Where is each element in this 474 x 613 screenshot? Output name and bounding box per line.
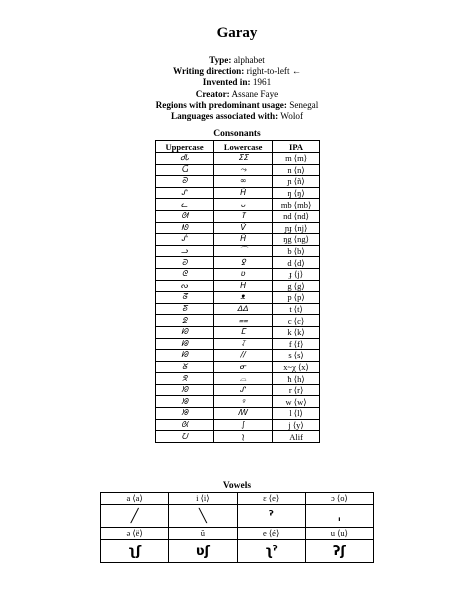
table-row	[156, 245, 320, 257]
ipa-value: g ⟨g⟩	[273, 280, 320, 292]
ipa-value: b ⟨b⟩	[273, 245, 320, 257]
uppercase-glyph: ᘝ	[156, 373, 214, 385]
lowercase-glyph: ⵉⵉ	[214, 153, 273, 165]
ipa-value: ŋ ⟨ŋ⟩	[273, 187, 320, 199]
vowel-glyph: ʔʃ	[305, 540, 373, 563]
column-header-lowercase: Lowercase	[214, 141, 273, 153]
vowel-glyph: ╲	[169, 505, 237, 528]
lowercase-glyph: ᐃᐃ	[214, 303, 273, 315]
vowel-label: u ⟨u⟩	[305, 528, 373, 540]
vowel-glyph: ╱	[101, 505, 169, 528]
ipa-value: ɲɟ ⟨nj⟩	[273, 222, 320, 234]
vowels-heading: Vowels	[222, 481, 252, 491]
ipa-value: ɟ ⟨j⟩	[273, 268, 320, 280]
consonants-table	[155, 140, 320, 443]
vowel-label: a ⟨a⟩	[101, 493, 169, 505]
lowercase-glyph: ᔑ	[214, 384, 273, 396]
vowel-glyph-row	[101, 540, 374, 563]
table-row	[156, 268, 320, 280]
lowercase-glyph: ∫	[214, 419, 273, 431]
ipa-value: Alif	[273, 431, 320, 443]
table-row	[156, 419, 320, 431]
vowel-label: e ⟨é⟩	[237, 528, 305, 540]
vowel-glyph-row	[101, 505, 374, 528]
lowercase-glyph: Ḧ	[214, 234, 273, 246]
uppercase-glyph: ᘐ	[156, 176, 214, 188]
ipa-value: n ⟨n⟩	[273, 164, 320, 176]
vowel-label: ə ⟨ë⟩	[101, 528, 169, 540]
table-row	[156, 303, 320, 315]
uppercase-glyph: ᘟ	[156, 396, 214, 408]
lowercase-glyph: ᴥ	[214, 292, 273, 304]
table-row	[156, 176, 320, 188]
uppercase-glyph: ᏧᏓ	[156, 153, 214, 165]
table-row	[156, 222, 320, 234]
vowel-label: ŭ	[169, 528, 237, 540]
table-row	[156, 373, 320, 385]
lowercase-glyph: ʋ	[214, 268, 273, 280]
meta-type: Type: alphabet	[209, 55, 265, 65]
table-row	[156, 396, 320, 408]
vowels-table	[100, 492, 374, 563]
table-row	[156, 153, 320, 165]
page-title: Garay	[216, 25, 258, 41]
vowel-label-row	[101, 528, 374, 540]
ipa-value: ħ ⟨h⟩	[273, 373, 320, 385]
uppercase-glyph: ᘛ	[156, 210, 214, 222]
meta-creator: Creator: Assane Faye	[195, 88, 279, 99]
column-header-uppercase: Uppercase	[156, 141, 214, 153]
uppercase-glyph: ᓚ	[156, 199, 214, 211]
script-metadata	[0, 55, 474, 122]
vowel-glyph: ʅʃ	[101, 540, 169, 563]
table-row	[156, 210, 320, 222]
uppercase-glyph: ᘖ	[156, 315, 214, 327]
table-row	[156, 326, 320, 338]
table-row	[156, 338, 320, 350]
lowercase-glyph: ⵎ	[214, 326, 273, 338]
lowercase-glyph: ⤳	[214, 164, 273, 176]
uppercase-glyph: ᔑ	[156, 187, 214, 199]
vowel-label: ɛ ⟨e⟩	[237, 493, 305, 505]
ipa-value: ŋg ⟨ng⟩	[273, 234, 320, 246]
uppercase-glyph: ᘗ	[156, 326, 214, 338]
vowel-label-row	[101, 493, 374, 505]
table-row	[156, 361, 320, 373]
table-row	[156, 408, 320, 420]
vowel-label: i ⟨i⟩	[169, 493, 237, 505]
lowercase-glyph: ꟿ	[214, 408, 273, 420]
uppercase-glyph: ᘘ	[156, 338, 214, 350]
vowel-glyph: ˌ	[305, 505, 373, 528]
ipa-value: ɲ ⟨ñ⟩	[273, 176, 320, 188]
uppercase-glyph: ᘞ	[156, 384, 214, 396]
uppercase-glyph: ᔒ	[156, 234, 214, 246]
ipa-value: t ⟨t⟩	[273, 303, 320, 315]
uppercase-glyph: ᓗ	[156, 245, 214, 257]
lowercase-glyph: ⌒	[214, 245, 273, 257]
table-row	[156, 384, 320, 396]
vowel-glyph: ˀ	[237, 505, 305, 528]
meta-languages: Languages associated with: Wolof	[170, 111, 304, 122]
uppercase-glyph: ᘚ	[156, 222, 214, 234]
table-row	[156, 164, 320, 176]
lowercase-glyph: ⴶ	[214, 210, 273, 222]
meta-regions: Regions with predominant usage: Senegal	[155, 99, 319, 110]
table-row	[156, 292, 320, 304]
ipa-value: mb ⟨mb⟩	[273, 199, 320, 211]
uppercase-glyph: ᔓ	[156, 280, 214, 292]
ipa-value: m ⟨m⟩	[273, 153, 320, 165]
meta-writing-direction: Writing direction: right-to-left ←	[172, 66, 302, 77]
uppercase-glyph: ᘓ	[156, 268, 214, 280]
uppercase-glyph: ᘒ	[156, 257, 214, 269]
ipa-value: c ⟨c⟩	[273, 315, 320, 327]
ipa-value: d ⟨d⟩	[273, 257, 320, 269]
uppercase-glyph: ᘡ	[156, 419, 214, 431]
lowercase-glyph: Ṽ	[214, 222, 273, 234]
ipa-value: s ⟨s⟩	[273, 350, 320, 362]
table-row	[156, 350, 320, 362]
lowercase-glyph: ∞	[214, 176, 273, 188]
uppercase-glyph: ᘔ	[156, 292, 214, 304]
ipa-value: f ⟨f⟩	[273, 338, 320, 350]
uppercase-glyph: ᘕ	[156, 303, 214, 315]
uppercase-glyph: ᘢ	[156, 431, 214, 443]
uppercase-glyph: Ⴚ	[156, 164, 214, 176]
lowercase-glyph: ⥡	[214, 338, 273, 350]
table-row	[156, 280, 320, 292]
table-row	[156, 431, 320, 443]
lowercase-glyph: ꝿ	[214, 257, 273, 269]
uppercase-glyph: ᘙ	[156, 350, 214, 362]
lowercase-glyph: ꝰ	[214, 396, 273, 408]
lowercase-glyph: ⩵	[214, 315, 273, 327]
lowercase-glyph: ᓂ	[214, 361, 273, 373]
meta-invented-in: Invented in: 1961	[202, 77, 272, 88]
lowercase-glyph: Ĥ	[214, 187, 273, 199]
vowel-glyph: ʋʃ	[169, 540, 237, 563]
uppercase-glyph: ᘠ	[156, 408, 214, 420]
lowercase-glyph: ʅ	[214, 431, 273, 443]
ipa-value: r ⟨r⟩	[273, 384, 320, 396]
uppercase-glyph: ᘜ	[156, 361, 214, 373]
table-row	[156, 234, 320, 246]
lowercase-glyph: //	[214, 350, 273, 362]
ipa-value: w ⟨w⟩	[273, 396, 320, 408]
table-row	[156, 199, 320, 211]
vowel-glyph: ʅˀ	[237, 540, 305, 563]
table-row	[156, 315, 320, 327]
column-header-ipa: IPA	[273, 141, 320, 153]
lowercase-glyph: H	[214, 280, 273, 292]
lowercase-glyph: ⌓	[214, 373, 273, 385]
lowercase-glyph: ᴗ	[214, 199, 273, 211]
ipa-value: nd ⟨nd⟩	[273, 210, 320, 222]
ipa-value: l ⟨l⟩	[273, 408, 320, 420]
ipa-value: k ⟨k⟩	[273, 326, 320, 338]
table-row	[156, 187, 320, 199]
ipa-value: p ⟨p⟩	[273, 292, 320, 304]
consonants-heading: Consonants	[213, 129, 261, 139]
vowel-label: ɔ ⟨o⟩	[305, 493, 373, 505]
ipa-value: x~χ ⟨x⟩	[273, 361, 320, 373]
table-row	[156, 257, 320, 269]
ipa-value: j ⟨y⟩	[273, 419, 320, 431]
